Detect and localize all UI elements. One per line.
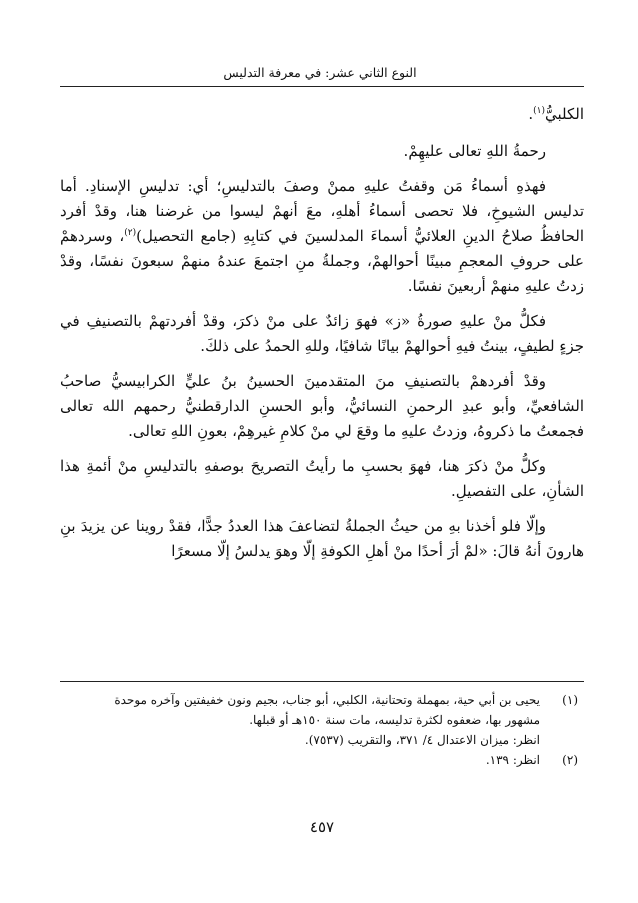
paragraph: وكلُّ منْ ذكرَ هنا، فهوَ بحسبِ ما رأيتُ التصريحَ بوصفهِ بالتدليسِ منْ أئمةِ هذا الشأنِ، على التفصيلِ.: [60, 457, 584, 500]
paragraph-text: الكلبيُّ: [544, 105, 584, 123]
footnote-line: انظر: ميزان الاعتدال ٤/ ٣٧١، والتقريب (٧٥٣٧).: [304, 733, 540, 747]
paragraph: فكلُّ منْ عليهِ صورةُ «ز» فهوَ زائدٌ على منْ ذكرَ، وقدْ أفردتهمْ بالتصنيفِ في جزءٍ لطيفٍ، بينتُ فيهِ أحوالهمْ بيانًا شافيًا، وللهِ الحمدُ على ذلكَ.: [60, 312, 584, 355]
page-number: ٤٥٧: [309, 818, 335, 836]
footnote-line: مشهور بها، ضعفوه لكثرة تدليسه، مات سنة ١٥٠هـ أو قبلها.: [249, 713, 540, 727]
footnote-line: انظر: ١٣٩.: [485, 753, 540, 767]
footnote-number: (١): [562, 693, 578, 707]
paragraph-text: وسردهمْ على حروفِ المعجمِ مبينًا أحوالهمْ، وجملةُ منِ اجتمعَ عندهُ منهمْ سبعونَ نفسًا، وقدْ زدتُ عليهِ منهمْ أربعينَ نفسًا.: [60, 227, 584, 295]
footnote-marker-1: (١): [533, 106, 545, 116]
footnote-marker-2: (٢): [124, 228, 137, 238]
paragraph-with-footnote: فهذهِ أسماءُ مَن وقفتُ عليهِ ممنْ وصفَ بالتدليسِ؛ أي: تدليسِ الإسنادِ. أما تدليس الشيوخِ، فلا تحصى أسماءُ أهلهِ، معَ أنهمْ ليسوا من غرضنا هنا، وقدْ أفرد الحافظُ صلاحُ الدينِ العلائيُّ أسماءَ المدلسينَ في كتابِهِ (جامع التحصيل)$^{(٢)}$، وسردهمْ على حروفِ المعجمِ مبينًا أحوالهمْ، وجملةُ منِ اجتمعَ عندهُ منهمْ سبعونَ نفسًا، وقدْ زدتُ عليهِ منهمْ أربعينَ نفسًا.: [60, 177, 585, 295]
paragraph: وإلّا فلو أخذنا بهِ من حيثُ الجملةُ لتضاعفَ هذا العددُ جدًّا، فقدْ روينا عن يزيدَ بنِ هارونَ أنهُ قالَ: «لمْ أرَ أحدًا منْ أهلِ الكوفةِ إلّا وهوَ يدلسُ إلّا مسعرًا: [60, 517, 584, 560]
footnote-1: [60, 690, 584, 750]
paragraph-continuation: الكلبيُّ$^{(١)}$.: [528, 105, 584, 123]
paragraph: رحمةُ اللهِ تعالى عليهِمْ.: [403, 142, 546, 160]
running-head: النوع الثاني عشر: في معرفة التدليس: [223, 65, 417, 80]
main-text: [60, 102, 584, 574]
paragraph-text: فهذهِ أسماءُ مَن وقفتُ عليهِ ممنْ وصفَ بالتدليسِ؛ أي: تدليسِ الإسنادِ. أما تدليس الشيوخِ، فلا تحصى أسماءُ أهلهِ، معَ أنهمْ ليسوا من غرضنا هنا، وقدْ أفرد الحافظُ صلاحُ الدينِ العلائيُّ أسماءَ المدلسينَ في كتابِهِ (جامع التحصيل): [60, 177, 585, 245]
footnotes: [60, 690, 584, 770]
footnote-2: [60, 750, 584, 770]
footnote-line: يحيى بن أبي حية، بمهملة وتحتانية، الكلبي، أبو جناب، بجيم ونون خفيفتين وآخره موحدة: [114, 693, 540, 707]
header-rule: [60, 86, 584, 87]
paragraph: وقدْ أفردهمْ بالتصنيفِ منَ المتقدمينَ الحسينُ بنُ عليٍّ الكرابيسيُّ صاحبُ الشافعيِّ، وأبو عبدِ الرحمنِ النسائيُّ، وأبو الحسنِ الدارقطنيُّ رحمهم الله تعالى فجمعتُ ما ذكروهُ، وزدتُ عليهِ ما وقعَ لي منْ كلامِ غيرهِمْ، بعونِ اللهِ تعالى.: [60, 372, 584, 440]
footnote-number: (٢): [562, 753, 578, 767]
footnote-rule: [60, 681, 584, 682]
